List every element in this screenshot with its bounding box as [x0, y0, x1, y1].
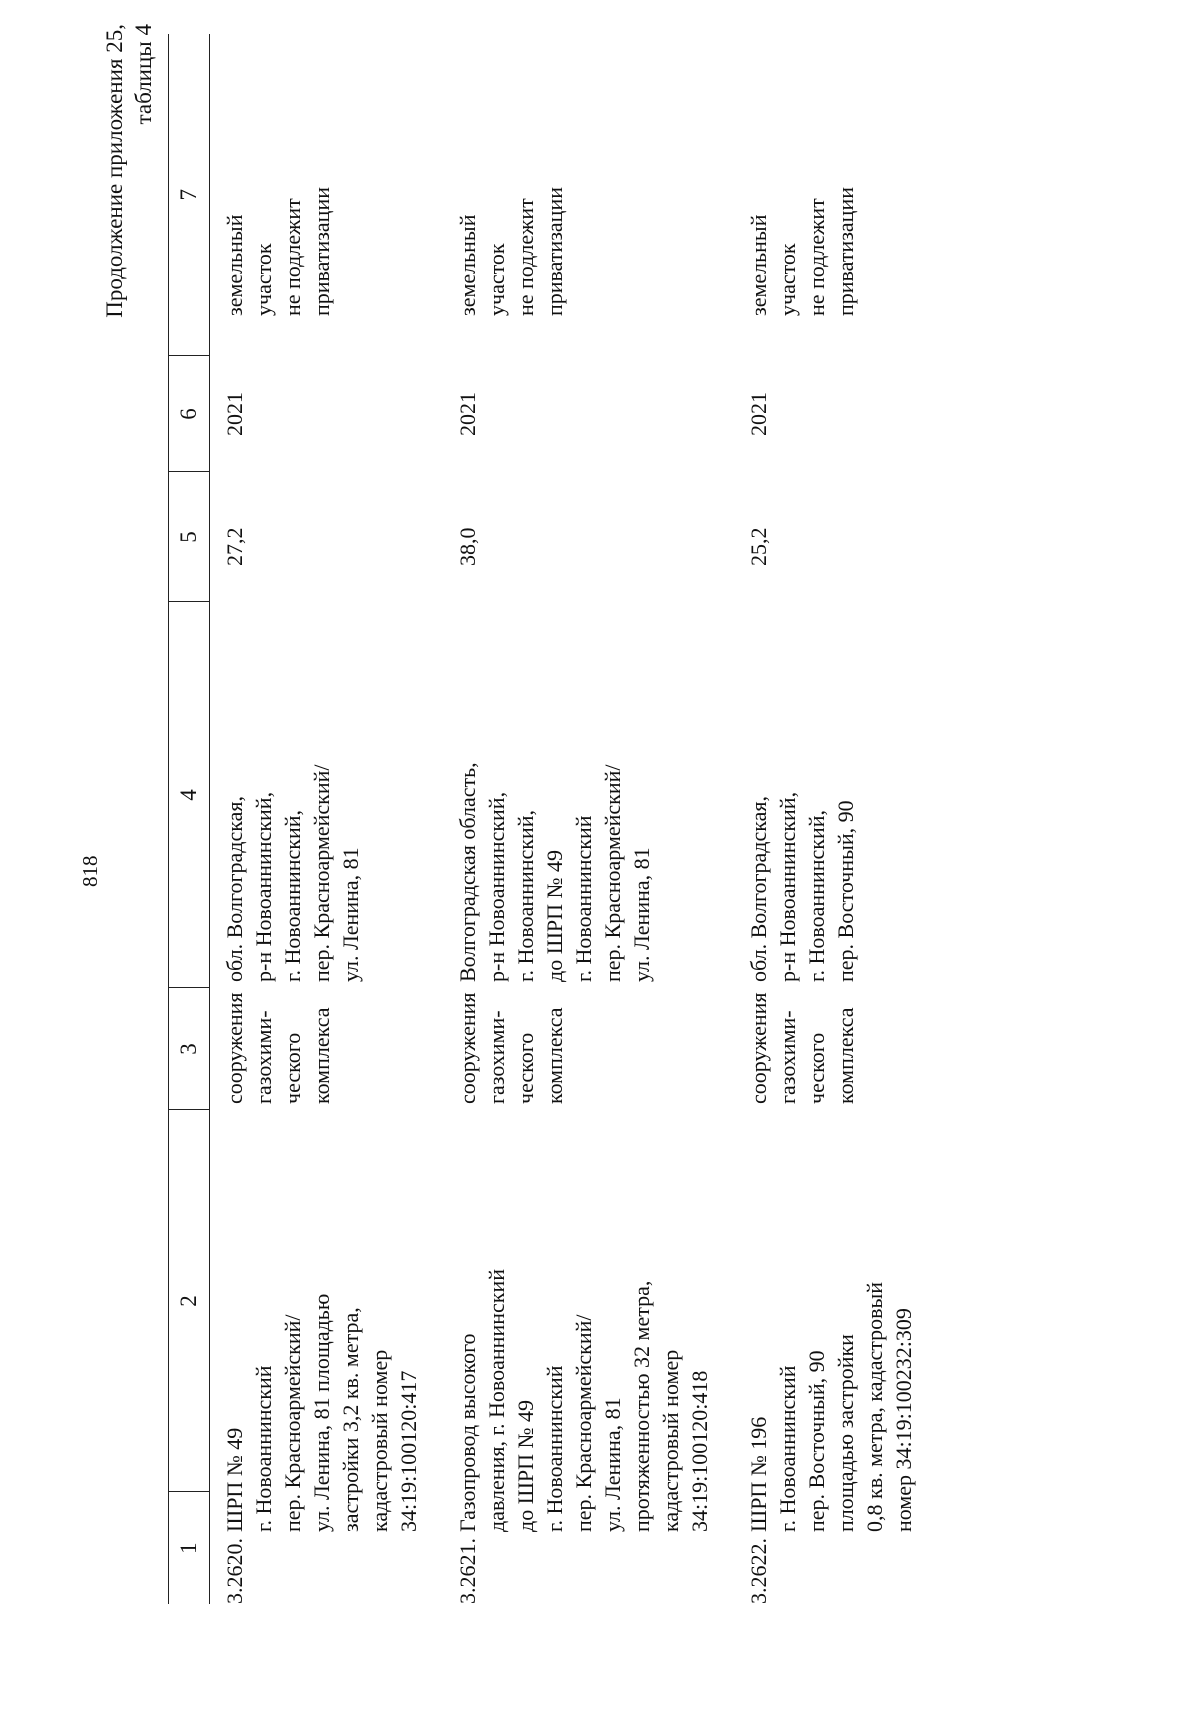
object-name: ШРП № 196 г. Новоаннинский пер. Восточный, 90 площадью застройки 0,8 кв. метра, кадастровый номер 34:19:100232:309: [746, 1281, 916, 1532]
property-table: [168, 34, 938, 1604]
table-row: [443, 34, 734, 1604]
object-note: земельный участок не подлежит приватизации: [222, 186, 334, 316]
item-cell: [443, 1110, 734, 1604]
object-year: 2021: [746, 392, 771, 436]
row-number: 3.2622.: [746, 1538, 771, 1604]
column-number: 6: [169, 356, 210, 472]
object-address: Волгоградская область, р-н Новоаннинский, г. Новоаннинский, до ШРП № 49 г. Новоаннинский пер. Красноармейский/ ул. Ленина, 81: [455, 762, 654, 982]
table-row: [210, 34, 444, 1604]
caption-line-2: таблицы 4: [131, 24, 156, 125]
object-purpose: сооружения газохими- ческого комплекса: [222, 992, 334, 1104]
column-number: 5: [169, 472, 210, 602]
object-address: обл. Волгоградская, р-н Новоаннинский, г. Новоаннинский, пер. Красноармейский/ ул. Ленина, 81: [222, 764, 363, 982]
object-note: земельный участок не подлежит приватизации: [746, 186, 858, 316]
object-value: 25,2: [746, 527, 771, 566]
object-purpose: сооружения газохими- ческого комплекса: [746, 992, 858, 1104]
column-number: 2: [169, 1110, 210, 1492]
column-number: 4: [169, 602, 210, 988]
row-number: 3.2620.: [222, 1538, 247, 1604]
object-name: Газопровод высокого давления, г. Новоаннинский до ШРП № 49 г. Новоаннинский пер. Красноармейский/ ул. Ленина, 81 протяженностью 32 метра, кадастровый номер 34:19:100120:418: [455, 1269, 712, 1532]
object-year: 2021: [222, 392, 247, 436]
table-caption: [100, 24, 158, 318]
object-name: ШРП № 49 г. Новоаннинский пер. Красноармейский/ ул. Ленина, 81 площадью застройки 3,2 кв. метра, кадастровый номер 34:19:100120:417: [222, 1293, 421, 1532]
column-number: 1: [176, 1542, 201, 1554]
item-cell: [734, 1110, 938, 1604]
item-cell: [210, 1110, 444, 1604]
caption-line-1: Продолжение приложения 25,: [102, 24, 127, 318]
object-note: земельный участок не подлежит приватизации: [455, 186, 567, 316]
object-year: 2021: [455, 392, 480, 436]
column-number: 7: [169, 34, 210, 356]
object-value: 27,2: [222, 527, 247, 566]
object-value: 38,0: [455, 527, 480, 566]
column-numbers-row: [169, 34, 210, 1604]
page-number: 818: [78, 855, 102, 887]
object-purpose: сооружения газохими- ческого комплекса: [455, 992, 567, 1104]
row-number: 3.2621.: [455, 1538, 480, 1604]
table-row: [734, 34, 938, 1604]
column-number: 3: [169, 988, 210, 1110]
object-address: обл. Волгоградская, р-н Новоаннинский, г. Новоаннинский, пер. Восточный, 90: [746, 791, 858, 982]
